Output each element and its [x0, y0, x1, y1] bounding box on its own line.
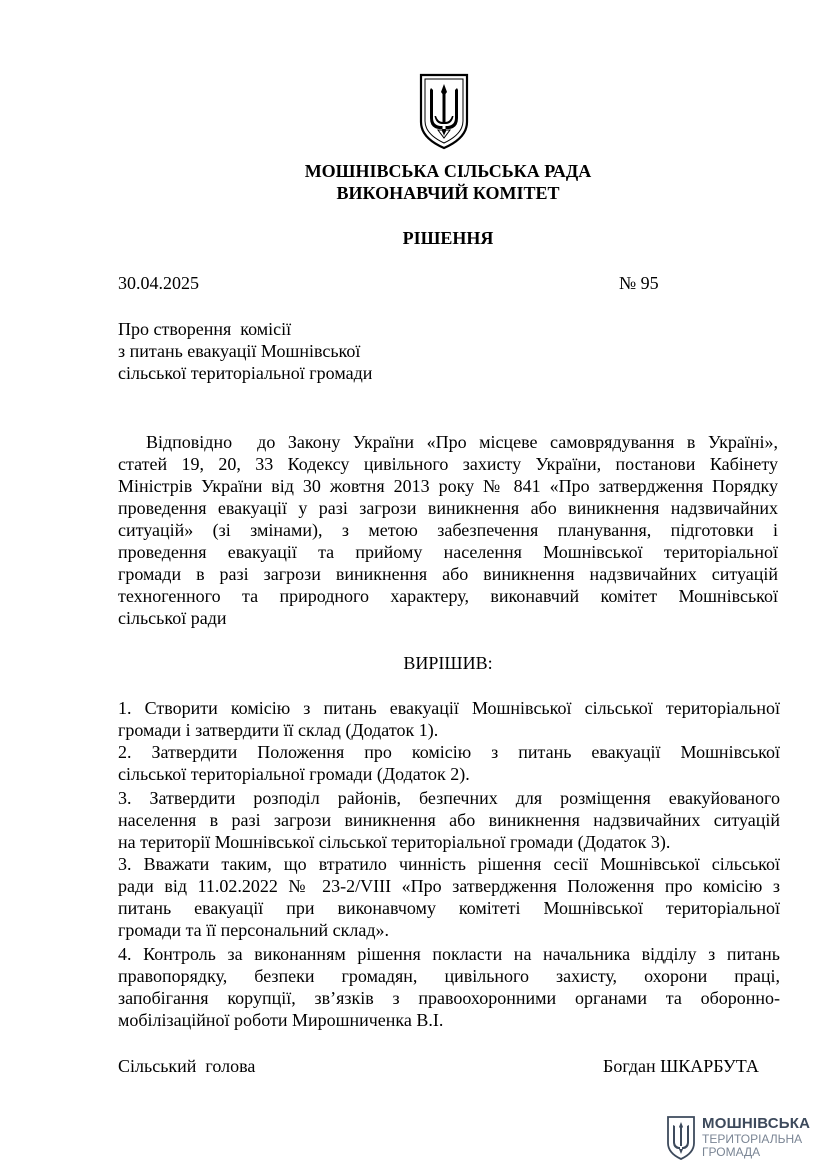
- coat-of-arms-icon: [418, 72, 470, 150]
- preamble-line: статей 19, 20, 33 Кодексу цивільного захисту України, постанови Кабінету: [118, 454, 778, 474]
- subject-line: сільської територіальної громади: [118, 363, 373, 383]
- preamble-line: проведення евакуації у разі загрози виникнення або виникнення надзвичайних: [118, 498, 778, 518]
- decision-item-line: ради від 11.02.2022 № 23-2/VIII «Про затвердження Положення про комісію з: [118, 876, 780, 896]
- signature-title: Сільський голова: [118, 1056, 256, 1076]
- decision-item-line: громади та її персональний склад».: [118, 920, 390, 940]
- preamble-line: громади в разі загрози виникнення або виникнення надзвичайних ситуацій: [118, 564, 778, 584]
- decision-item-line: 2. Затвердити Положення про комісію з питань евакуації Мошнівської: [118, 742, 780, 762]
- decision-item-line: запобігання корупції, зв’язків з правоохоронними органами та оборонно-: [118, 988, 780, 1008]
- preamble-line: Відповідно до Закону України «Про місцеве самоврядування в Україні»,: [146, 432, 778, 452]
- decision-item-line: 4. Контроль за виконанням рішення покласти на начальника відділу з питань: [118, 944, 780, 964]
- decision-item-line: громади і затвердити її склад (Додаток 1).: [118, 720, 439, 740]
- decision-item-line: сільської територіальної громади (Додаток 2).: [118, 764, 470, 784]
- community-logo: [666, 1115, 811, 1161]
- committee-title: ВИКОНАВЧИЙ КОМІТЕТ: [336, 183, 560, 203]
- decision-item-line: правопорядку, безпеки громадян, цивільного захисту, охорони праці,: [118, 966, 780, 986]
- decision-item-line: на території Мошнівської сільської територіальної громади (Додаток 3).: [118, 832, 671, 852]
- document-number: № 95: [619, 273, 659, 293]
- logo-subtitle: ТЕРИТОРІАЛЬНА: [702, 1132, 803, 1146]
- logo-subtitle: ГРОМАДА: [702, 1145, 761, 1159]
- decision-item-line: питань евакуації при виконавчому комітеті Мошнівської територіальної: [118, 898, 780, 918]
- decision-item-line: мобілізаційної роботи Мирошниченка В.І.: [118, 1010, 444, 1030]
- preamble-line: техногенного та природного характеру, виконавчий комітет Мошнівської: [118, 586, 778, 606]
- trident-logo-icon: [666, 1115, 696, 1161]
- decision-item-line: 3. Вважати таким, що втратило чинність рішення сесії Мошнівської сільської: [118, 854, 780, 874]
- subject-line: з питань евакуації Мошнівської: [118, 341, 361, 361]
- preamble-line: проведення евакуації та прийому населення Мошнівської територіальної: [118, 542, 778, 562]
- decided-heading: ВИРІШИВ:: [403, 653, 493, 673]
- council-title: МОШНІВСЬКА СІЛЬСЬКА РАДА: [304, 161, 592, 181]
- decision-item-line: 1. Створити комісію з питань евакуації Мошнівської сільської територіальної: [118, 698, 780, 718]
- decision-item-line: населення в разі загрози виникнення або виникнення надзвичайних ситуацій: [118, 810, 780, 830]
- preamble-line: Міністрів України від 30 жовтня 2013 року № 841 «Про затвердження Порядку: [118, 476, 778, 496]
- subject-line: Про створення комісії: [118, 319, 292, 339]
- logo-title: МОШНІВСЬКА: [702, 1115, 811, 1132]
- document-date: 30.04.2025: [118, 273, 199, 293]
- preamble-line: ситуацій» (зі змінами), з метою забезпечення планування, підготовки і: [118, 520, 778, 540]
- document-type: РІШЕННЯ: [402, 228, 494, 248]
- decision-item-line: 3. Затвердити розподіл районів, безпечних для розміщення евакуйованого: [118, 788, 780, 808]
- preamble-line: сільської ради: [118, 608, 227, 628]
- signature-name: Богдан ШКАРБУТА: [603, 1056, 759, 1076]
